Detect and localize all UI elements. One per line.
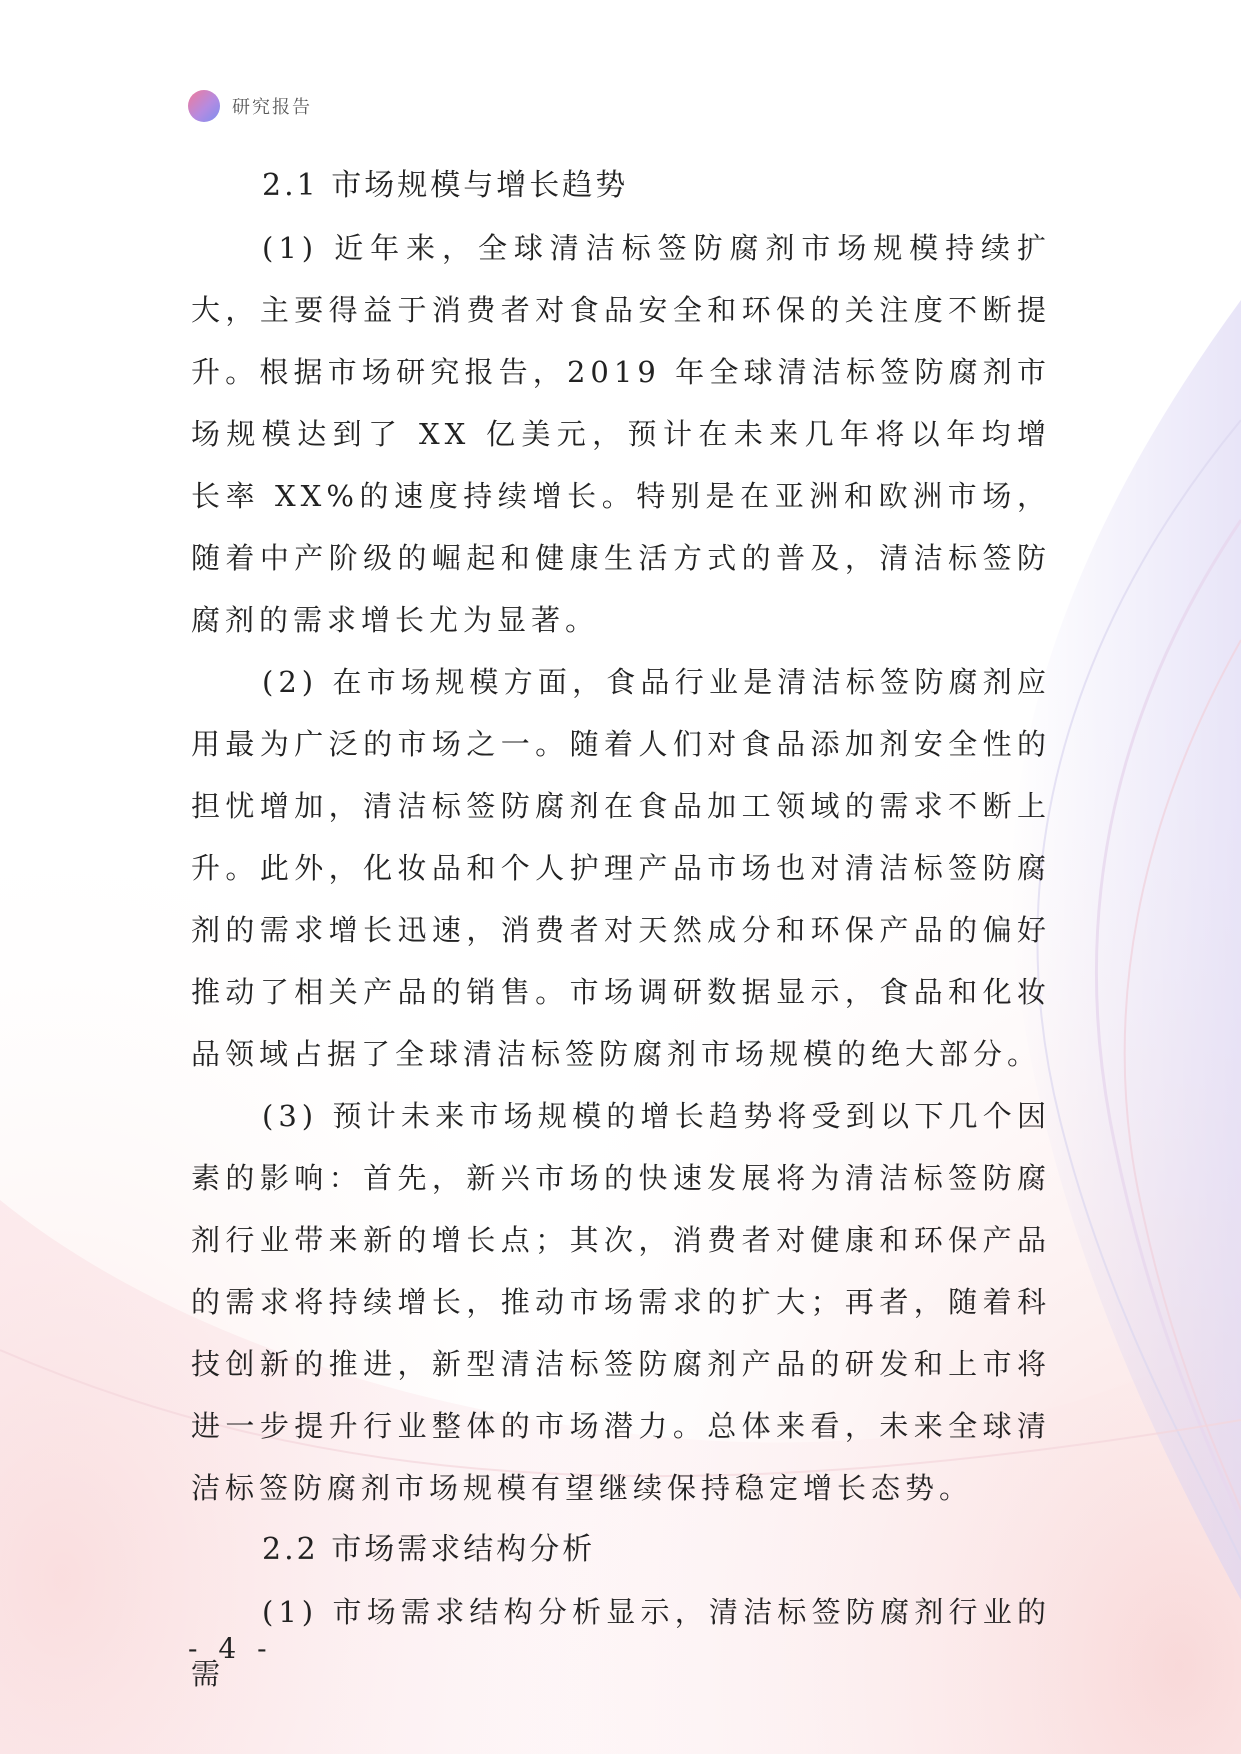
paragraph: (1) 近年来，全球清洁标签防腐剂市场规模持续扩大，主要得益于消费者对食品安全和环保的关注度不断提升。根据市场研究报告，2019 年全球清洁标签防腐剂市场规模达到了 XX 亿美元，预计在未来几年将以年均增长率 XX%的速度持续增长。特别是在亚洲和欧洲市场，随着中产阶级的崛起和健康生活方式的普及，清洁标签防腐剂的需求增长尤为显著。: [191, 231, 1051, 637]
paragraph: (2) 在市场规模方面，食品行业是清洁标签防腐剂应用最为广泛的市场之一。随着人们对食品添加剂安全性的担忧增加，清洁标签防腐剂在食品加工领域的需求不断上升。此外，化妆品和个人护理产品市场也对清洁标签防腐剂的需求增长迅速，消费者对天然成分和环保产品的偏好推动了相关产品的销售。市场调研数据显示，食品和化妆品领域占据了全球清洁标签防腐剂市场规模的绝大部分。: [191, 665, 1051, 1071]
report-header: [188, 90, 312, 122]
paragraph: (1) 市场需求结构分析显示，清洁标签防腐剂行业的需: [191, 1595, 1051, 1691]
paragraph: (3) 预计未来市场规模的增长趋势将受到以下几个因素的影响：首先，新兴市场的快速发展将为清洁标签防腐剂行业带来新的增长点；其次，消费者对健康和环保产品的需求将持续增长，推动市场需求的扩大；再者，随着科技创新的推进，新型清洁标签防腐剂产品的研发和上市将进一步提升行业整体的市场潜力。总体来看，未来全球清洁标签防腐剂市场规模有望继续保持稳定增长态势。: [191, 1099, 1051, 1505]
page-number: - 4 -: [188, 1632, 273, 1665]
document-body: [191, 155, 1051, 1705]
section-heading: 2.2 市场需求结构分析: [262, 1532, 596, 1567]
section-heading: 2.1 市场规模与增长趋势: [262, 168, 629, 203]
header-title: 研究报告: [232, 97, 312, 118]
logo-circle-icon: [188, 90, 220, 122]
